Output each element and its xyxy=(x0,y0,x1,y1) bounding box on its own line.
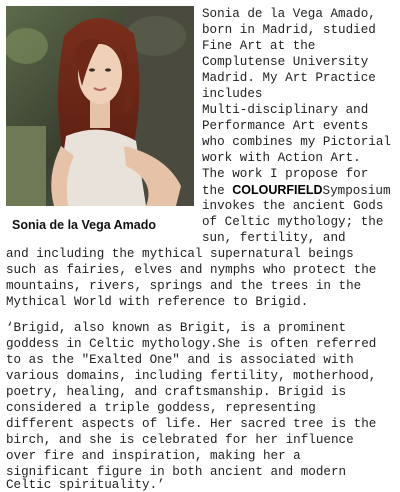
portrait-photo xyxy=(6,6,194,206)
quote-line: poetry, healing, and craftsmanship. Brigid is xyxy=(6,385,347,399)
quote-line: over fire and inspiration, making her a xyxy=(6,449,301,463)
quote-line: significant figure in both ancient and modern xyxy=(6,465,347,479)
quote-line: various domains, including fertility, motherhood, xyxy=(6,369,377,383)
bio-line: Complutense University xyxy=(202,55,369,69)
portrait-illustration xyxy=(6,6,194,206)
bio-line-suffix: Symposium xyxy=(322,184,391,198)
photo-caption: Sonia de la Vega Amado xyxy=(12,218,157,232)
quote-line: Celtic spirituality.’ xyxy=(6,478,165,492)
quote-line: considered a triple goddess, representing xyxy=(6,401,316,415)
bio-line: invokes the ancient Gods xyxy=(202,199,384,213)
quote-line: ‘Brigid, also known as Brigit, is a prominent xyxy=(6,321,347,335)
bio-line: Madrid. My Art Practice xyxy=(202,71,376,85)
bio-line: includes xyxy=(202,87,263,101)
colourfield-highlight: COLOURFIELD xyxy=(232,183,323,197)
quote-line: to as the "Exalted One" and is associated with xyxy=(6,353,354,367)
quote-line: goddess in Celtic mythology.She is often referred xyxy=(6,337,377,351)
bio-line: who combines my Pictorial xyxy=(202,135,391,149)
bio-line: Multi-disciplinary and xyxy=(202,103,369,117)
bio-full-line: such as fairies, elves and nymphs who protect the xyxy=(6,263,377,277)
bio-line: Fine Art at the xyxy=(202,39,316,53)
bio-line: born in Madrid, studied xyxy=(202,23,376,37)
bio-full-line: mountains, rivers, springs and the trees in the xyxy=(6,279,362,293)
bio-line: sun, fertility, and xyxy=(202,231,346,245)
bio-line: Performance Art events xyxy=(202,119,369,133)
bio-full-line: Mythical World with reference to Brigid. xyxy=(6,295,309,309)
quote-line: different aspects of life. Her sacred tree is the xyxy=(6,417,377,431)
bio-line: The work I propose for xyxy=(202,167,369,181)
bio-line: work with Action Art. xyxy=(202,151,361,165)
bio-line: of Celtic mythology; the xyxy=(202,215,384,229)
quote-line: birch, and she is celebrated for her influence xyxy=(6,433,354,447)
bio-line-prefix: the xyxy=(202,184,233,198)
bio-line-with-highlight xyxy=(202,182,391,199)
bio-full-line: and including the mythical supernatural beings xyxy=(6,247,354,261)
bio-line: Sonia de la Vega Amado, xyxy=(202,7,376,21)
